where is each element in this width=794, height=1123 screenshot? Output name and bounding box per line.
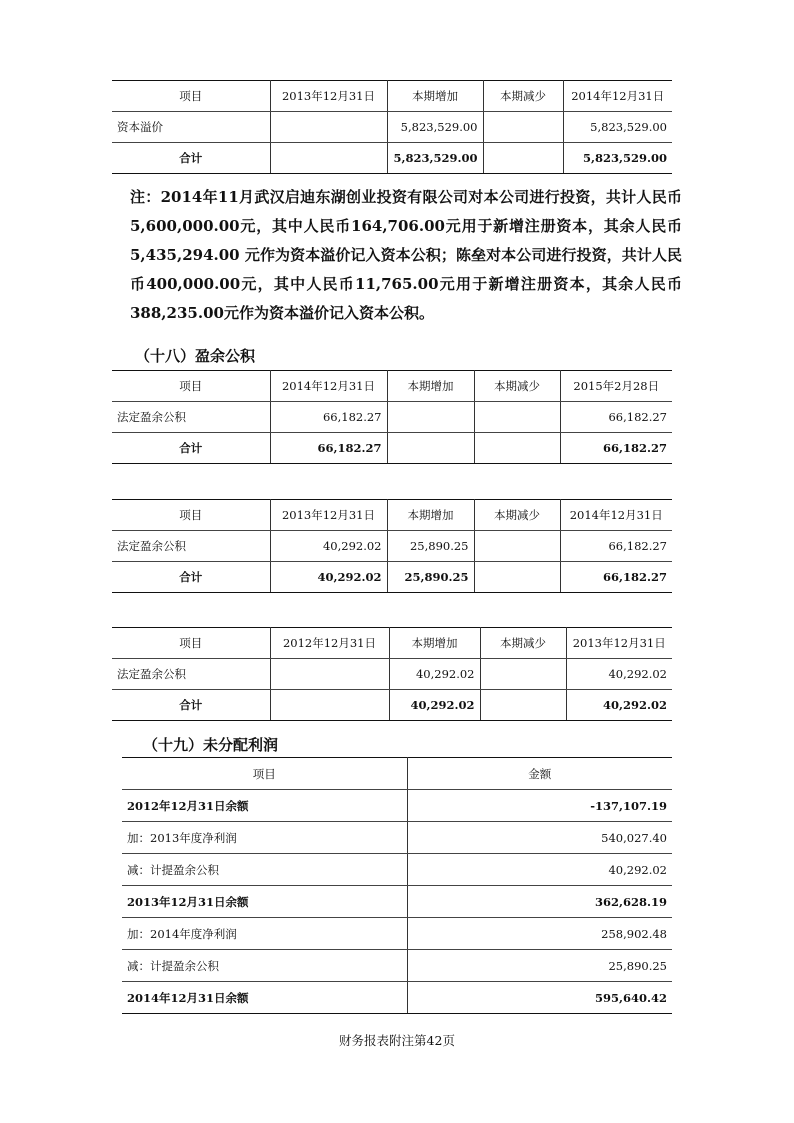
table-header-row <box>112 628 672 659</box>
value-cell <box>387 433 474 464</box>
value-cell <box>480 690 566 721</box>
value-cell: 66,182.27 <box>560 531 672 562</box>
value-cell <box>483 112 563 143</box>
section-19-heading: （十九）未分配利润 <box>143 736 279 754</box>
row-label: 减：计提盈余公积 <box>122 950 407 982</box>
value-cell: 40,292.02 <box>389 690 480 721</box>
value-cell <box>270 143 387 174</box>
surplus-reserve-table-2013 <box>112 627 672 721</box>
value-cell: 5,823,529.00 <box>387 112 483 143</box>
table-row <box>122 918 672 950</box>
table-row <box>122 822 672 854</box>
value-cell: 5,823,529.00 <box>387 143 483 174</box>
value-cell: -137,107.19 <box>407 790 672 822</box>
value-cell <box>270 112 387 143</box>
row-label: 加：2013年度净利润 <box>122 822 407 854</box>
value-cell <box>270 690 389 721</box>
row-label: 法定盈余公积 <box>112 402 270 433</box>
value-cell: 40,292.02 <box>566 690 672 721</box>
value-cell <box>474 531 560 562</box>
row-label: 法定盈余公积 <box>112 659 270 690</box>
header-cell: 本期减少 <box>474 500 560 531</box>
table-row <box>112 659 672 690</box>
value-cell <box>474 402 560 433</box>
value-cell <box>474 433 560 464</box>
header-cell: 2015年2月28日 <box>560 371 672 402</box>
table-row <box>112 112 672 143</box>
table-header-row <box>122 758 672 790</box>
value-cell: 40,292.02 <box>389 659 480 690</box>
row-label: 2012年12月31日余额 <box>122 790 407 822</box>
table-header-row <box>112 500 672 531</box>
surplus-reserve-table-2015 <box>112 370 672 464</box>
table-row <box>122 950 672 982</box>
value-cell: 25,890.25 <box>387 531 474 562</box>
table-total-row <box>112 690 672 721</box>
header-cell: 本期减少 <box>483 81 563 112</box>
header-cell: 本期增加 <box>389 628 480 659</box>
header-cell: 本期减少 <box>480 628 566 659</box>
row-label: 减：计提盈余公积 <box>122 854 407 886</box>
header-cell: 本期增加 <box>387 371 474 402</box>
capital-reserve-table <box>112 80 672 174</box>
value-cell <box>387 402 474 433</box>
header-cell: 项目 <box>112 81 270 112</box>
header-cell: 项目 <box>112 371 270 402</box>
header-cell: 项目 <box>112 500 270 531</box>
header-cell: 项目 <box>122 758 407 790</box>
value-cell <box>480 659 566 690</box>
header-cell: 项目 <box>112 628 270 659</box>
header-cell: 金额 <box>407 758 672 790</box>
row-label: 资本溢价 <box>112 112 270 143</box>
page-footer: 财务报表附注第42页 <box>339 1033 455 1048</box>
header-cell: 本期增加 <box>387 81 483 112</box>
value-cell: 66,182.27 <box>270 402 387 433</box>
row-label: 2013年12月31日余额 <box>122 886 407 918</box>
row-label: 合计 <box>112 433 270 464</box>
table-row <box>112 531 672 562</box>
header-cell: 本期增加 <box>387 500 474 531</box>
value-cell: 40,292.02 <box>270 531 387 562</box>
value-cell: 66,182.27 <box>560 402 672 433</box>
table-total-row <box>112 562 672 593</box>
header-cell: 2014年12月31日 <box>270 371 387 402</box>
header-cell: 2013年12月31日 <box>566 628 672 659</box>
value-cell: 66,182.27 <box>560 433 672 464</box>
section-18-heading: （十八）盈余公积 <box>135 347 256 365</box>
value-cell: 258,902.48 <box>407 918 672 950</box>
table-row <box>112 402 672 433</box>
row-label: 加：2014年度净利润 <box>122 918 407 950</box>
capital-note <box>130 183 682 328</box>
header-cell: 2013年12月31日 <box>270 81 387 112</box>
value-cell: 40,292.02 <box>270 562 387 593</box>
value-cell: 540,027.40 <box>407 822 672 854</box>
value-cell: 66,182.27 <box>270 433 387 464</box>
header-cell: 本期减少 <box>474 371 560 402</box>
table-header-row <box>112 81 672 112</box>
table-row <box>122 790 672 822</box>
row-label: 法定盈余公积 <box>112 531 270 562</box>
table-total-row <box>112 433 672 464</box>
header-cell: 2012年12月31日 <box>270 628 389 659</box>
table-row <box>122 886 672 918</box>
table-header-row <box>112 371 672 402</box>
undistributed-profit-table <box>122 757 672 1014</box>
header-cell: 2014年12月31日 <box>563 81 672 112</box>
header-cell: 2014年12月31日 <box>560 500 672 531</box>
surplus-reserve-table-2014 <box>112 499 672 593</box>
value-cell: 5,823,529.00 <box>563 112 672 143</box>
table-total-row <box>112 143 672 174</box>
value-cell: 25,890.25 <box>387 562 474 593</box>
row-label: 合计 <box>112 143 270 174</box>
table-row <box>122 854 672 886</box>
row-label: 2014年12月31日余额 <box>122 982 407 1014</box>
value-cell: 25,890.25 <box>407 950 672 982</box>
table-row <box>122 982 672 1014</box>
note-text: 注：2014年11月武汉启迪东湖创业投资有限公司对本公司进行投资，共计人民币5,600,000.00元，其中人民币164,706.00元用于新增注册资本，其余人民币 5,435,294.00 元作为资本溢价记入资本公积；陈垒对本公司进行投资，共计人民币400,000.00元，其中人民币11,765.00元用于新增注册资本，其余人民币388,235.00元作为资本溢价记入资本公积。 <box>130 188 682 322</box>
value-cell <box>483 143 563 174</box>
value-cell: 362,628.19 <box>407 886 672 918</box>
row-label: 合计 <box>112 562 270 593</box>
value-cell <box>270 659 389 690</box>
value-cell: 40,292.02 <box>407 854 672 886</box>
value-cell: 40,292.02 <box>566 659 672 690</box>
value-cell: 595,640.42 <box>407 982 672 1014</box>
row-label: 合计 <box>112 690 270 721</box>
value-cell <box>474 562 560 593</box>
value-cell: 66,182.27 <box>560 562 672 593</box>
header-cell: 2013年12月31日 <box>270 500 387 531</box>
value-cell: 5,823,529.00 <box>563 143 672 174</box>
